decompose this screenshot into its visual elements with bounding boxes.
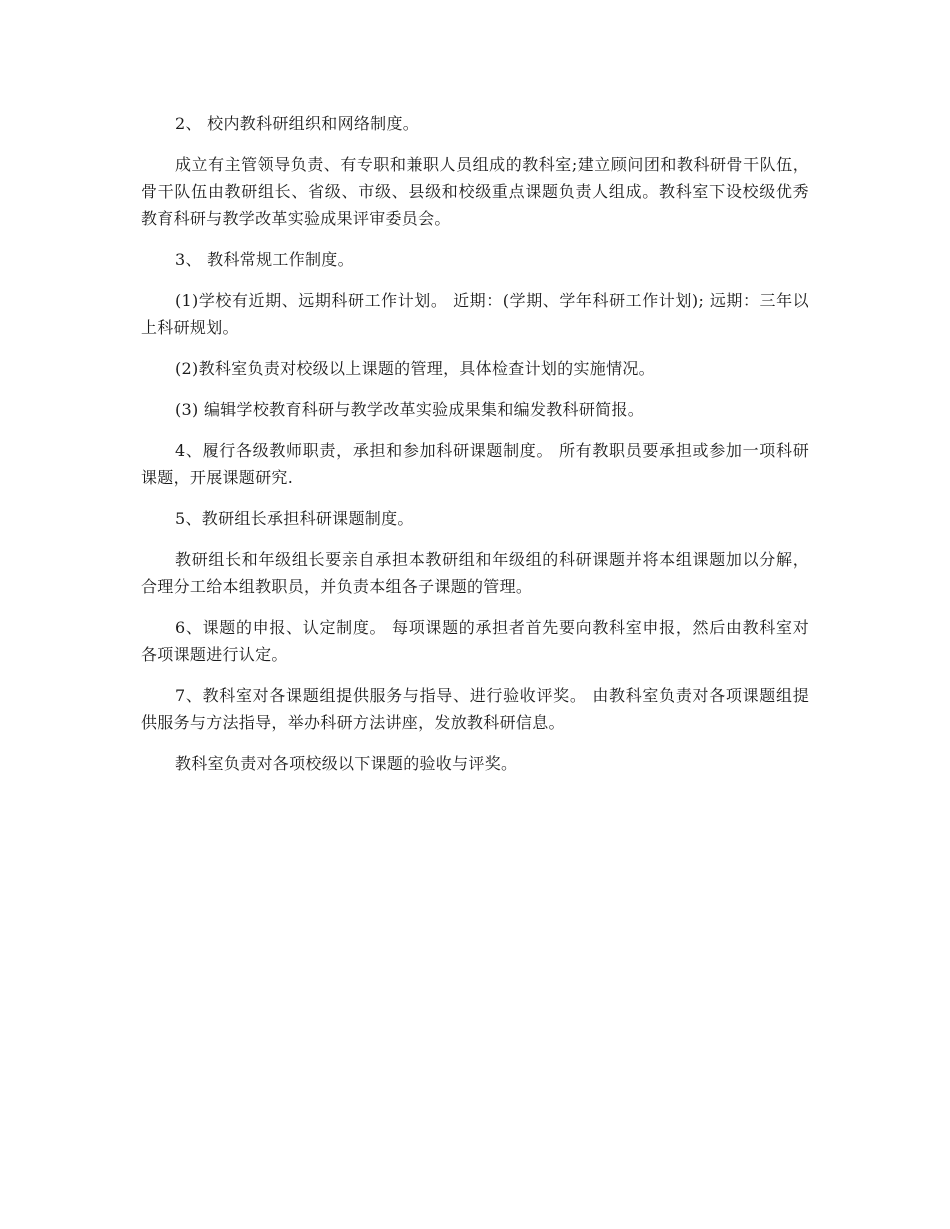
- paragraph-acceptance: 教科室负责对各项校级以下课题的验收与评奖。: [175, 754, 518, 773]
- paragraph-group-leader: 教研组长和年级组长要亲自承担本教研组和年级组的科研课题并将本组课题加以分解，合理分工给本组教职员，并负责本组各子课题的管理。: [141, 550, 809, 596]
- heading-5-group-leader: 5、教研组长承担科研课题制度。: [175, 509, 414, 528]
- paragraph-org-network: 成立有主管领导负责、有专职和兼职人员组成的教科室;建立顾问团和教科研骨干队伍，骨干队伍由教研组长、省级、市级、县级和校级重点课题负责人组成。教科室下设校级优秀教育科研与教学改革实验成果评审委员会。: [141, 155, 809, 228]
- heading-7-service-guidance: 7、教科室对各课题组提供服务与指导、进行验收评奖。 由教科室负责对各项课题组提供服务与方法指导，举办科研方法讲座，发放教科研信息。: [141, 686, 809, 732]
- paragraph-item-1-plan: (1)学校有近期、远期科研工作计划。 近期：(学期、学年科研工作计划); 远期：三年以上科研规划。: [141, 291, 809, 337]
- paragraph-item-2-management: (2)教科室负责对校级以上课题的管理，具体检查计划的实施情况。: [175, 359, 655, 378]
- paragraph-item-3-edit: (3) 编辑学校教育科研与教学改革实验成果集和编发教科研简报。: [175, 400, 645, 419]
- heading-2-org-network: 2、 校内教科研组织和网络制度。: [175, 114, 420, 133]
- document-body: [141, 110, 809, 791]
- heading-3-routine-work: 3、 教科常规工作制度。: [175, 250, 354, 269]
- heading-4-teacher-duty: 4、履行各级教师职责，承担和参加科研课题制度。 所有教职员要承担或参加一项科研课题，开展课题研究.: [141, 441, 809, 487]
- heading-6-application: 6、课题的申报、认定制度。 每项课题的承担者首先要向教科室申报，然后由教科室对各项课题进行认定。: [141, 618, 809, 664]
